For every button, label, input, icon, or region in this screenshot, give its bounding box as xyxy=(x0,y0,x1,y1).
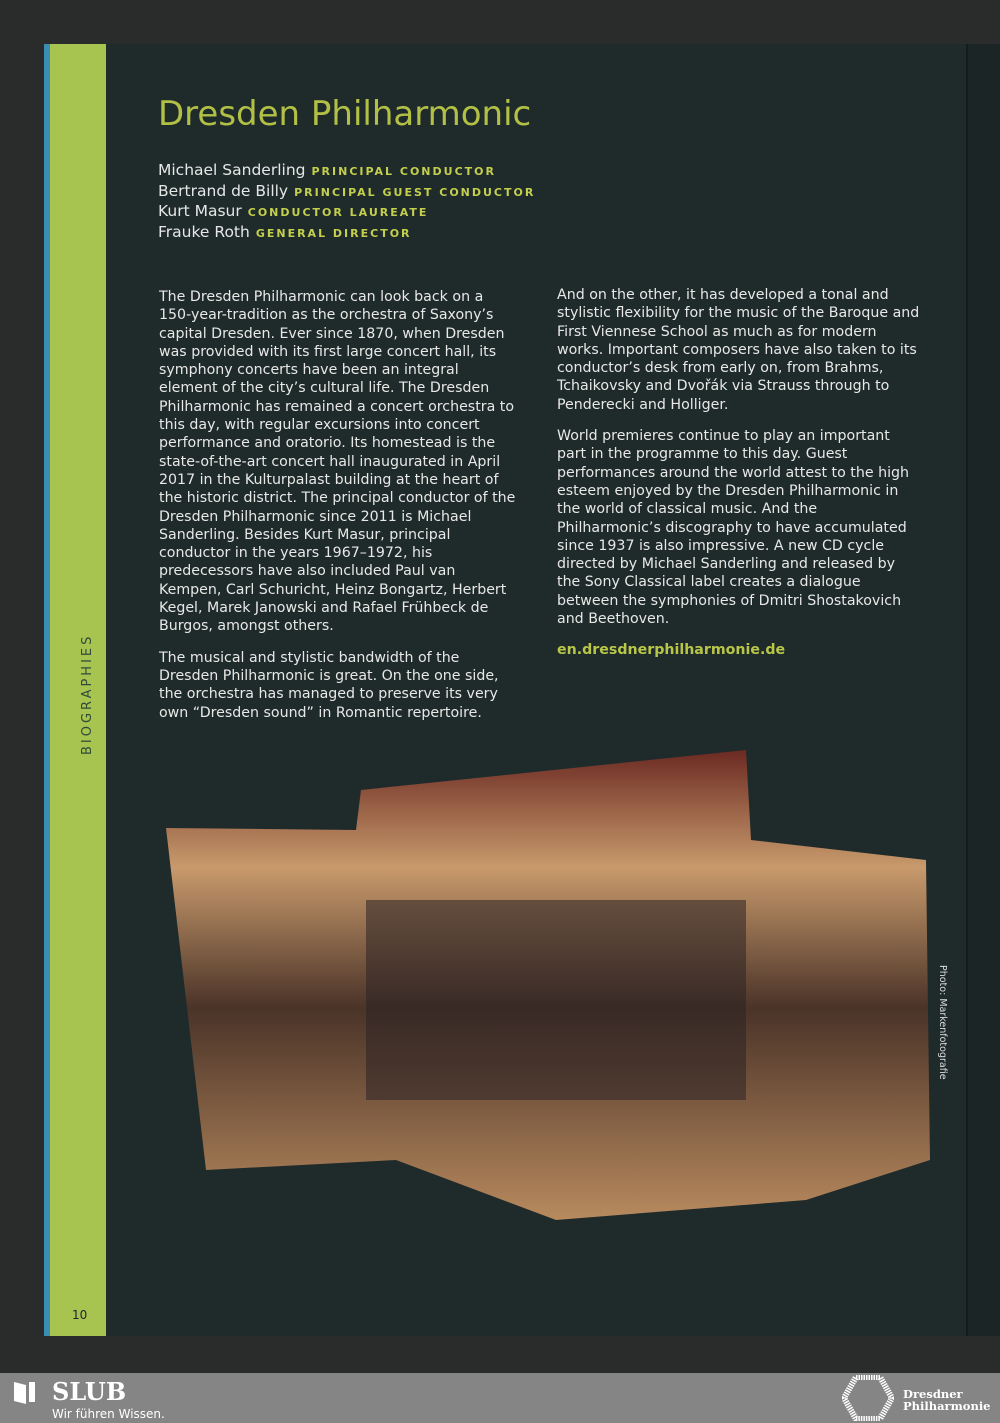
slub-logo[interactable]: SLUB xyxy=(52,1377,127,1406)
section-label: BIOGRAPHIES xyxy=(80,633,95,755)
section-bar xyxy=(50,44,106,1336)
footer-bar xyxy=(0,1373,1000,1423)
logo-line: Dresdner xyxy=(903,1387,963,1401)
slub-tagline: Wir führen Wissen. xyxy=(52,1407,165,1421)
staff-role: GENERAL DIRECTOR xyxy=(255,226,412,240)
text-column-right xyxy=(557,286,922,673)
paragraph: The Dresden Philharmonic can look back on a 150-year-tradition as the orchestra of Saxony’s capital Dresden. Ever since 1870, when Dresden was provided with its first large concert hall, its symphony concerts have been an integral element of the city’s cultural life. The Dresden Philharmonic has remained a concert orchestra to this day, with regular excursions into concert performance and oratorio. Its homestead is the state-of-the-art concert hall inaugurated in April 2017 in the Kulturpalast building at the heart of the historic district. The principal conductor of the Dresden Philharmonic since 2011 is Michael Sanderling. Besides Kurt Masur, principal conductor in the years 1967–1972, his predecessors have also included Paul van Kempen, Carl Schuricht, Heinz Bongartz, Herbert Kegel, Marek Janowski and Rafael Frühbeck de Burgos, amongst others. xyxy=(159,289,516,635)
staff-role: PRINCIPAL CONDUCTOR xyxy=(311,165,496,178)
staff-list xyxy=(158,160,535,242)
staff-item xyxy=(158,201,535,222)
logo-line: Philharmonie xyxy=(903,1399,991,1413)
paragraph: The musical and stylistic bandwidth of the Dresden Philharmonic is great. On the one side, the orchestra has managed to preserve its very own “Dresden sound” in Romantic repertoire. xyxy=(159,649,499,721)
orchestra-group xyxy=(366,900,746,1100)
philharmonie-logo-icon xyxy=(842,1375,894,1421)
paragraph: World premieres continue to play an important part in the programme to this day. Guest performances around the world attest to the high esteem enjoyed by the Dresden Philharmonic in the world of classical music. And the Philharmonic’s discography to have accumulated since 1937 is also impressive. A new CD cycle directed by Michael Sanderling and released by the Sony Classical label creates a dialogue between the symphonies of Dmitri Shostakovich and Beethoven. xyxy=(557,428,910,628)
staff-name: Michael Sanderling xyxy=(158,161,306,179)
staff-name: Kurt Masur xyxy=(158,202,242,220)
website-link[interactable]: en.dresdnerphilharmonie.de xyxy=(557,642,786,659)
photo-credit: Photo: Markenfotografie xyxy=(937,965,948,1080)
text-column-left xyxy=(159,288,519,735)
orchestra-photo xyxy=(166,750,930,1220)
staff-name: Frauke Roth xyxy=(158,222,250,241)
book-icon xyxy=(12,1379,38,1405)
staff-item xyxy=(158,222,535,243)
staff-name: Bertrand de Billy xyxy=(158,181,289,200)
page-number: 10 xyxy=(72,1308,88,1322)
staff-role: PRINCIPAL GUEST CONDUCTOR xyxy=(294,185,536,199)
philharmonie-logo-text xyxy=(903,1388,991,1412)
page-title: Dresden Philharmonic xyxy=(158,94,532,134)
paragraph: And on the other, it has developed a tonal and stylistic flexibility for the music of the Baroque and First Viennese School as much as for modern works. Important composers have also taken to its conductor’s desk from early on, from Brahms, Tchaikovsky and Dvořák via Strauss through to Penderecki and Holliger. xyxy=(557,287,920,413)
staff-item xyxy=(158,181,535,202)
staff-role: CONDUCTOR LAUREATE xyxy=(247,206,429,219)
staff-item xyxy=(158,160,535,181)
next-page-edge xyxy=(966,44,1000,1336)
